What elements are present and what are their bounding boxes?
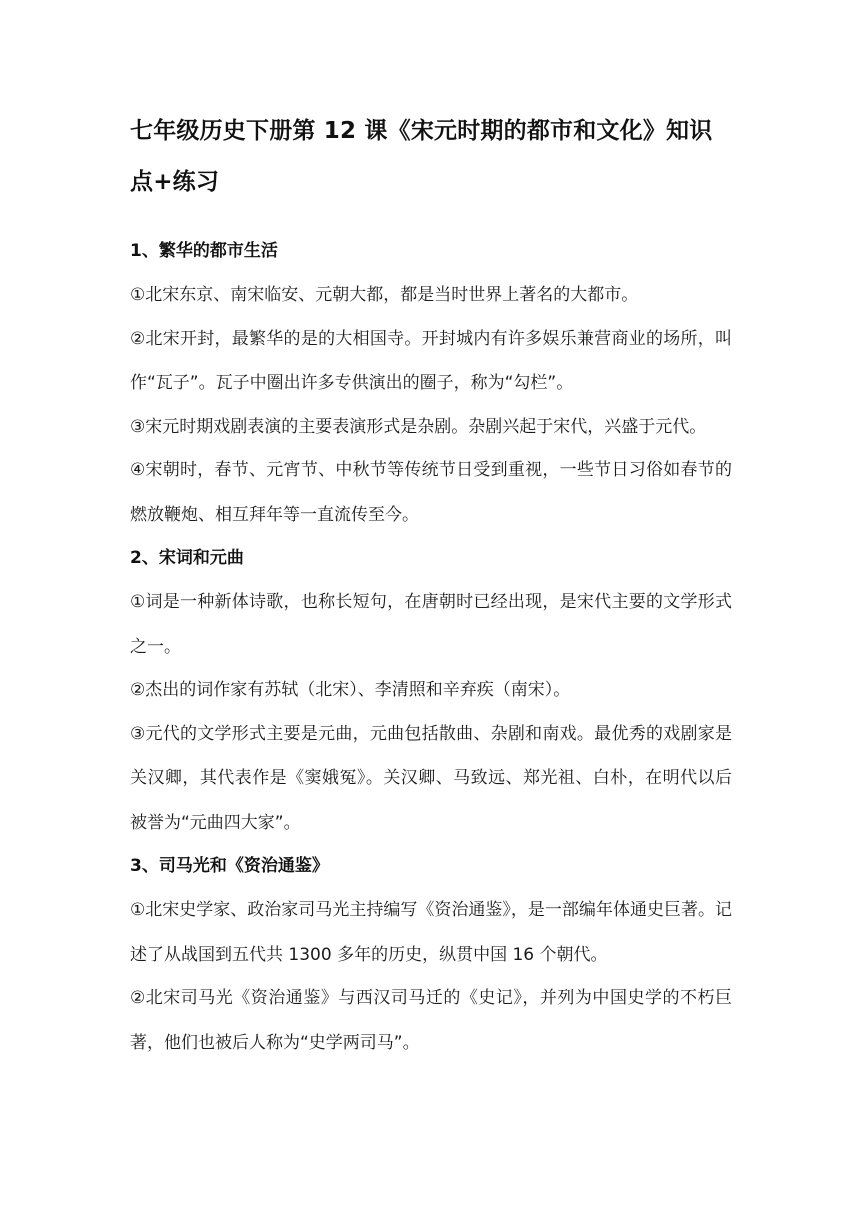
section-urban-life <box>130 238 732 537</box>
paragraph: ①词是一种新体诗歌，也称长短句，在唐朝时已经出现，是宋代主要的文学形式之一。 <box>130 592 732 657</box>
document-title: 七年级历史下册第 12 课《宋元时期的都市和文化》知识点+练习 <box>130 118 713 195</box>
document-body <box>130 238 732 1065</box>
paragraph: ②杰出的词作家有苏轼（北宋）、李清照和辛弃疾（南宋）。 <box>130 680 571 700</box>
paragraph: ③宋元时期戏剧表演的主要表演形式是杂剧。杂剧兴起于宋代，兴盛于元代。 <box>130 416 707 437</box>
section-sima-guang <box>130 853 732 1065</box>
section-heading: 1、繁华的都市生活 <box>130 241 278 261</box>
paragraph: ②北宋司马光《资治通鉴》与西汉司马迁的《史记》，并列为中国史学的不朽巨著，他们也被后人称为“史学两司马”。 <box>130 988 732 1053</box>
section-heading: 2、宋词和元曲 <box>130 548 244 568</box>
paragraph: ①北宋史学家、政治家司马光主持编写《资治通鉴》，是一部编年体通史巨著。记述了从战国到五代共 1300 多年的历史，纵贯中国 16 个朝代。 <box>130 900 732 965</box>
section-heading: 3、司马光和《资治通鉴》 <box>130 856 329 876</box>
paragraph: ③元代的文学形式主要是元曲，元曲包括散曲、杂剧和南戏。最优秀的戏剧家是关汉卿，其代表作是《窦娥冤》。关汉卿、马致远、郑光祖、白朴，在明代以后被誉为“元曲四大家”。 <box>130 723 732 833</box>
section-song-ci-yuan-qu <box>130 545 732 845</box>
paragraph: ②北宋开封，最繁华的是的大相国寺。开封城内有许多娱乐兼营商业的场所，叫作“瓦子”。瓦子中圈出许多专供演出的圈子，称为“勾栏”。 <box>130 328 732 393</box>
paragraph: ①北宋东京、南宋临安、元朝大都，都是当时世界上著名的大都市。 <box>130 285 639 305</box>
paragraph: ④宋朝时，春节、元宵节、中秋节等传统节日受到重视，一些节日习俗如春节的燃放鞭炮、相互拜年等一直流传至今。 <box>130 460 732 525</box>
